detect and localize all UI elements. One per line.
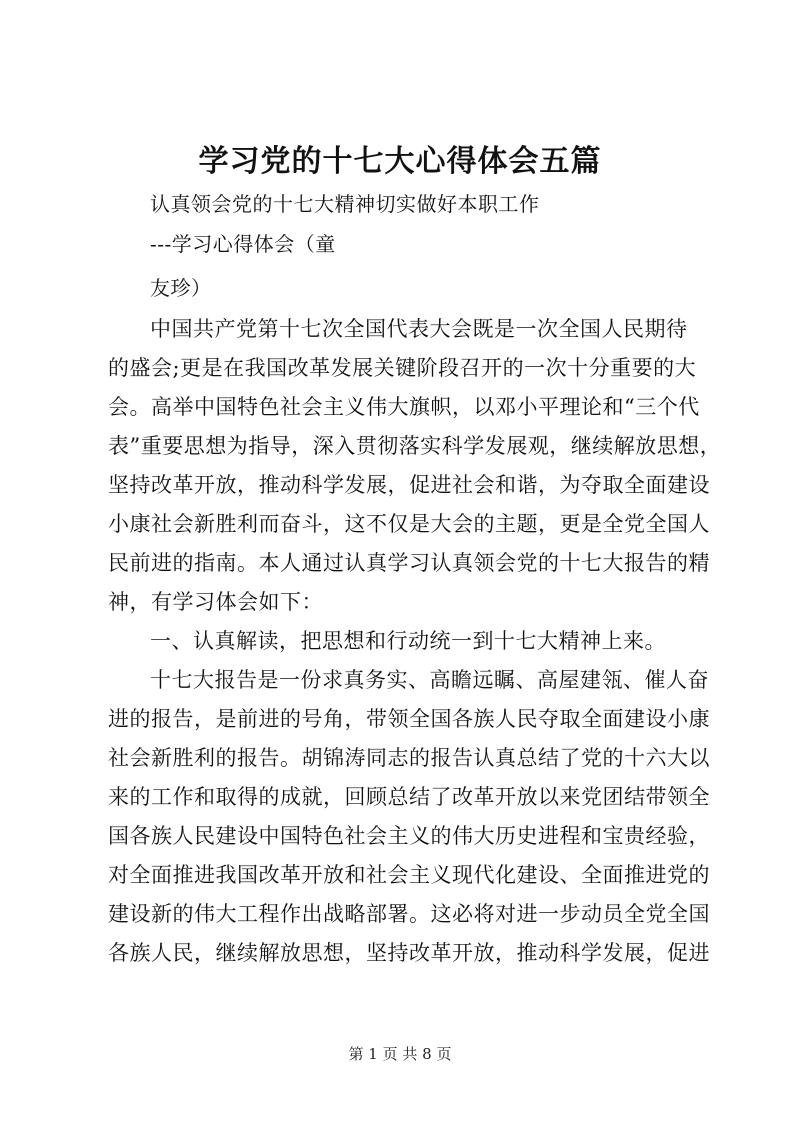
paragraph-line: 来的工作和取得的成就，回顾总结了改革开放以来党团结带领全	[108, 785, 710, 809]
subtitle-line: 认真领会党的十七大精神切实做好本职工作	[150, 192, 540, 216]
paragraph-line: 的盛会;更是在我国改革发展关键阶段召开的一次十分重要的大	[108, 356, 697, 380]
paragraph-line: 坚持改革开放，推动科学发展，促进社会和谐，为夺取全面建设	[108, 473, 710, 497]
paragraph-line: 国各族人民建设中国特色社会主义的伟大历史进程和宝贵经验，	[108, 824, 710, 848]
paragraph-line: 社会新胜利的报告。胡锦涛同志的报告认真总结了党的十六大以	[108, 746, 710, 770]
paragraph-line: 对全面推进我国改革开放和社会主义现代化建设、全面推进党的	[108, 863, 710, 887]
section-heading: 一、认真解读，把思想和行动统一到十七大精神上来。	[150, 629, 666, 653]
paragraph-line: 进的报告，是前进的号角，带领全国各族人民夺取全面建设小康	[108, 707, 710, 731]
paragraph-line: 中国共产党第十七次全国代表大会既是一次全国人民期待	[150, 317, 688, 341]
page-footer: 第 1 页 共 8 页	[348, 1045, 452, 1063]
paragraph-line: 建设新的伟大工程作出战略部署。这必将对进一步动员全党全国	[108, 902, 710, 926]
paragraph-line: 会。高举中国特色社会主义伟大旗帜，以邓小平理论和“三个代	[108, 395, 700, 419]
document-title: 学习党的十七大心得体会五篇	[198, 144, 602, 179]
paragraph-line: 十七大报告是一份求真务实、高瞻远瞩、高屋建瓴、催人奋	[150, 668, 709, 692]
paragraph-line: 民前进的指南。本人通过认真学习认真领会党的十七大报告的精	[108, 551, 710, 575]
subtitle-line: 友珍）	[150, 276, 212, 300]
paragraph-line: 表”重要思想为指导，深入贯彻落实科学发展观，继续解放思想，	[108, 434, 722, 458]
paragraph-line: 各族人民，继续解放思想，坚持改革开放，推动科学发展，促进	[108, 941, 710, 965]
subtitle-line: ---学习心得体会（童	[150, 232, 336, 256]
paragraph-line: 神，有学习体会如下：	[108, 590, 323, 614]
paragraph-line: 小康社会新胜利而奋斗，这不仅是大会的主题，更是全党全国人	[108, 512, 710, 536]
